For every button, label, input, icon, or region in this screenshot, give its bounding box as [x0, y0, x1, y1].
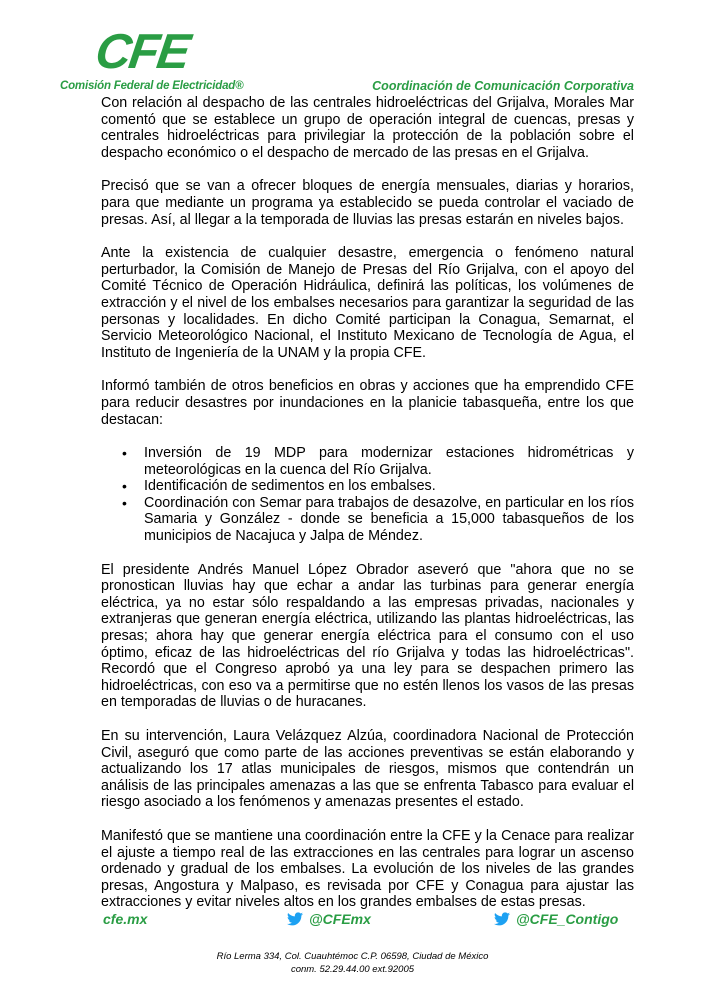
website-link[interactable] — [103, 911, 147, 927]
paragraph: Ante la existencia de cualquier desastre, emergencia o fenómeno natural perturbador, la Comisión de Manejo de Presas del Río Grijalva, con el apoyo del Comité Técnico de Operación Hidráulica, definirá las políticas, los volúmenes de extracción y el nivel de los embalses necesarios para garantizar la seguridad de las personas y localidades. En dicho Comité participan la Conagua, Semarnat, el Servicio Meteorológico Nacional, el Instituto Mexicano de Tecnología de Agua, el Instituto de Ingeniería de la UNAM y la propia CFE. — [101, 245, 634, 361]
social-links-bar — [103, 911, 625, 933]
twitter-link-cfemx[interactable] — [287, 911, 371, 927]
twitter-handle-cfecontigo: @CFE_Contigo — [516, 911, 619, 927]
cfe-logo-subtitle: Comisión Federal de Electricidad® — [60, 80, 244, 92]
paragraph: El presidente Andrés Manuel López Obrador aseveró que "ahora que no se pronostican lluvias hay que echar a andar las turbinas para generar energía eléctrica, ya no estar sólo respaldando a las empresas privadas, nacionales y extranjeras que generan energía eléctrica, utilizando las plantas hidroeléctricas, las presas; ahora hay que generar energía eléctrica para el consumo con el uso óptimo, eficaz de las hidroeléctricas del río Grijalva y todas las hidroeléctricas". Recordó que el Congreso aprobó ya una ley para se despachen primero las hidroeléctricas, con eso va a permitirse que no estén llenos los vasos de las presas en temporadas de lluvias o de huracanes. — [101, 561, 634, 711]
department-title: Coordinación de Comunicación Corporativa — [372, 79, 634, 93]
twitter-bird-icon — [494, 912, 510, 926]
paragraph: En su intervención, Laura Velázquez Alzúa, coordinadora Nacional de Protección Civil, aseguró que como parte de las acciones preventivas se están elaborando y actualizando los 17 atlas municipales de riesgos, mismos que contendrán un análisis de las principales amenazas a las que se enfrenta Tabasco para evaluar el riesgo asociado a los fenómenos y amenazas presentes el estado. — [101, 728, 634, 811]
paragraph: Informó también de otros beneficios en obras y acciones que ha emprendido CFE para reducir desastres por inundaciones en la planicie tabasqueña, entre los que destacan: — [101, 378, 634, 428]
paragraph: Con relación al despacho de las centrales hidroeléctricas del Grijalva, Morales Mar comentó que se establece un grupo de operación integral de cuencas, presas y centrales hidroeléctricas para privilegiar la protección de la población sobre el despacho económico o el despacho de mercado de las presas en el Grijalva. — [101, 95, 634, 161]
list-item: • Identificación de sedimentos en los embalses. — [144, 478, 634, 495]
footer-phone: conm. 52.29.44.00 ext.92005 — [290, 964, 415, 975]
twitter-handle-cfemx: @CFEmx — [309, 911, 371, 927]
benefits-list — [101, 445, 634, 545]
website-link-label: cfe.mx — [103, 911, 148, 927]
cfe-logo: CFE — [92, 25, 192, 79]
letterhead — [0, 0, 705, 100]
footer-address: Río Lerma 334, Col. Cuauhtémoc C.P. 06598, Ciudad de México — [216, 951, 489, 962]
paragraph: Manifestó que se mantiene una coordinación entre la CFE y la Cenace para realizar el ajuste a tiempo real de las extracciones en las centrales para lograr un ascenso ordenado y gradual de los embalses. La evolución de los niveles de las grandes presas, Angostura y Malpaso, es revisada por CFE y Conagua para ajustar las extracciones y evitar niveles altos en los grandes embalses de estas presas. — [101, 827, 634, 911]
list-item: • Inversión de 19 MDP para modernizar estaciones hidrométricas y meteorológicas en la cuenca del Río Grijalva. — [144, 445, 634, 478]
list-item: • Coordinación con Semar para trabajos de desazolve, en particular en los ríos Samaria y González - donde se beneficia a 15,000 tabasqueños de los municipios de Nacajuca y Jalpa de Méndez. — [144, 495, 634, 545]
twitter-bird-icon — [287, 912, 303, 926]
twitter-link-cfecontigo[interactable] — [494, 911, 618, 927]
document-body — [101, 95, 634, 928]
paragraph: Precisó que se van a ofrecer bloques de energía mensuales, diarias y horarios, para que mediante un programa ya establecido se pueda controlar el vaciado de presas. Así, al llegar a la temporada de lluvias las presas estarán en niveles bajos. — [101, 178, 634, 228]
